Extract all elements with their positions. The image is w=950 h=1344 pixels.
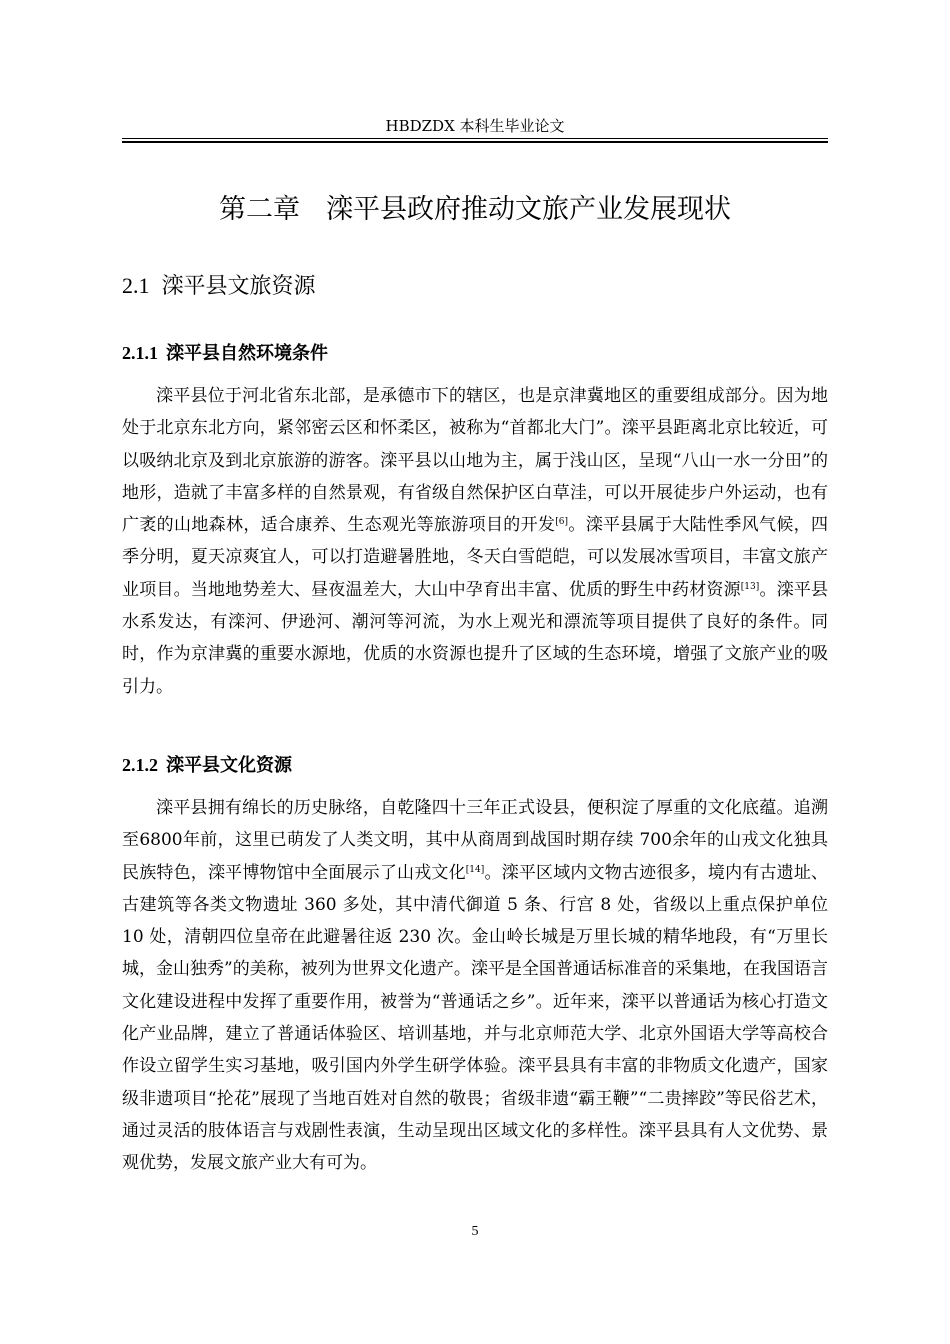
chapter-heading [122, 190, 828, 230]
chapter-number: 第二章 [219, 194, 300, 225]
subsection-number: 2.1.1 [122, 343, 158, 363]
section-title: 滦平县文旅资源 [161, 274, 316, 299]
subsection-title: 滦平县自然环境条件 [166, 343, 328, 364]
section-heading [122, 270, 316, 303]
subsection-number: 2.1.2 [122, 755, 158, 775]
header-rule-thin [122, 138, 828, 139]
citation: [13] [740, 581, 760, 592]
citation: [6] [555, 517, 569, 528]
paragraph-cultural-resources: 滦平县拥有绵长的历史脉络，自乾隆四十三年正式设县，便积淀了厚重的文化底蕴。追溯至6800年前，这里已萌发了人类文明，其中从商周到战国时期存续 700余年的山戎文化独具民族特色，滦平博物馆中全面展示了山戎文化[14]。滦平区域内文物古迹很多，境内有古遗址、古建筑等各类文物遗址 360 多处，其中清代御道 5 条、行宫 8 处，省级以上重点保护单位 10 处，清朝四位皇帝在此避暑往返 230 次。金山岭长城是万里长城的精华地段，有“万里长城，金山独秀”的美称，被列为世界文化遗产。滦平是全国普通话标准音的采集地，在我国语言文化建设进程中发挥了重要作用，被誉为“普通话之乡”。近年来，滦平以普通话为核心打造文化产业品牌，建立了普通话体验区、培训基地，并与北京师范大学、北京外国语大学等高校合作设立留学生实习基地，吸引国内外学生研学体验。滦平县具有丰富的非物质文化遗产，国家级非遗项目“抡花”展现了当地百姓对自然的敬畏；省级非遗“霸王鞭”“二贵摔跤”等民俗艺术，通过灵活的肢体语言与戏剧性表演，生动呈现出区域文化的多样性。滦平县具有人文优势、景观优势，发展文旅产业大有可为。 [122, 798, 829, 1174]
paragraph-natural-environment: 滦平县位于河北省东北部，是承德市下的辖区，也是京津冀地区的重要组成部分。因为地处于北京东北方向，紧邻密云区和怀柔区，被称为“首都北大门”。滦平县距离北京比较近，可以吸纳北京及到北京旅游的游客。滦平县以山地为主，属于浅山区，呈现“八山一水一分田”的地形，造就了丰富多样的自然景观，有省级自然保护区白草洼，可以开展徒步户外运动，也有广袤的山地森林，适合康养、生态观光等旅游项目的开发[6]。滦平县属于大陆性季风气候，四季分明，夏天凉爽宜人，可以打造避暑胜地，冬天白雪皑皑，可以发展冰雪项目，丰富文旅产业项目。当地地势差大、昼夜温差大，大山中孕育出丰富、优质的野生中药材资源[13]。滦平县水系发达，有滦河、伊逊河、潮河等河流，为水上观光和漂流等项目提供了良好的条件。同时，作为京津冀的重要水源地，优质的水资源也提升了区域的生态环境，增强了文旅产业的吸引力。 [122, 386, 829, 697]
section-number: 2.1 [122, 273, 150, 298]
subsection-heading-2 [122, 751, 292, 780]
header-rule-thick [122, 141, 828, 143]
chapter-title: 滦平县政府推动文旅产业发展现状 [326, 194, 731, 225]
subsection-heading-1 [122, 339, 328, 368]
running-header: HBDZDX 本科生毕业论文 [385, 117, 565, 135]
page-number: 5 [471, 1224, 479, 1239]
citation: [14] [465, 864, 485, 875]
subsection-title: 滦平县文化资源 [166, 755, 292, 776]
